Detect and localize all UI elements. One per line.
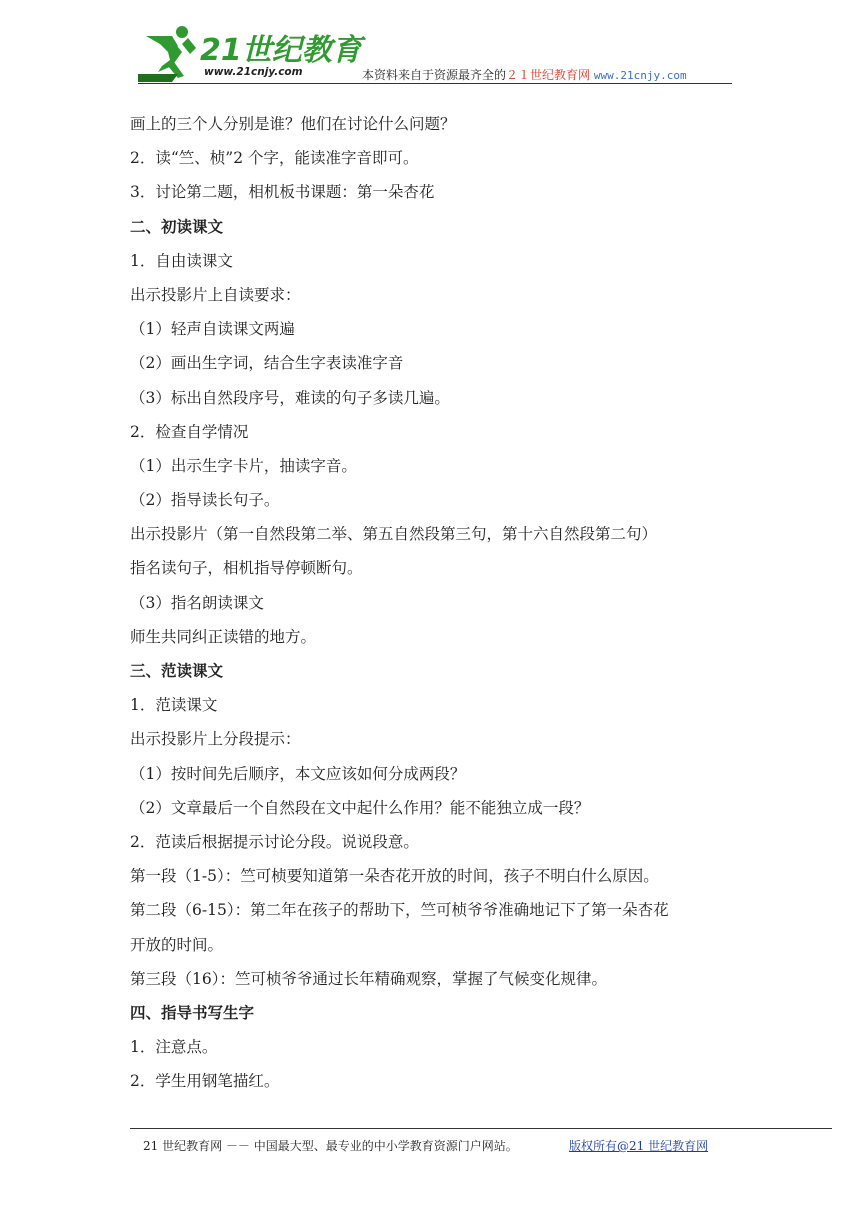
body-line: （1）轻声自读课文两遍 xyxy=(130,320,295,339)
body-line: （3）标出自然段序号，难读的句子多读几遍。 xyxy=(130,388,450,407)
body-line: （1）出示生字卡片，抽读字音。 xyxy=(130,456,357,475)
body-line: （2）画出生字词，结合生字表读准字音 xyxy=(130,354,404,373)
body-line: 1．范读课文 xyxy=(130,696,218,715)
site-logo xyxy=(138,22,362,84)
header-source-note xyxy=(362,66,687,83)
body-line: 开放的时间。 xyxy=(130,935,224,954)
body-line: 3．讨论第二题，相机板书课题：第一朵杏花 xyxy=(130,183,435,202)
body-line: 第一段（1-5）：竺可桢要知道第一朵杏花开放的时间，孩子不明白什么原因。 xyxy=(130,867,659,886)
logo-text: 21世纪教育 xyxy=(200,33,362,68)
body-line: 2．范读后根据提示讨论分段。说说段意。 xyxy=(130,832,419,851)
body-line: （2）文章最后一个自然段在文中起什么作用？能不能独立成一段？ xyxy=(130,798,590,817)
body-line: （2）指导读长句子。 xyxy=(130,491,280,510)
body-line: 2．学生用钢笔描红。 xyxy=(130,1072,280,1091)
runner-logo-icon xyxy=(138,22,362,84)
body-line: 出示投影片上自读要求： xyxy=(130,285,301,304)
body-line: 出示投影片上分段提示： xyxy=(130,730,301,749)
body-line: （3）指名朗读课文 xyxy=(130,593,264,612)
header-divider xyxy=(138,83,732,84)
body-line: 画上的三个人分别是谁？他们在讨论什么问题？ xyxy=(130,115,456,133)
body-line: 1．注意点。 xyxy=(130,1038,218,1057)
body-line: 第三段（16）：竺可桢爷爷通过长年精确观察，掌握了气候变化规律。 xyxy=(130,969,607,988)
section-heading: 四、指导书写生字 xyxy=(130,1002,255,1022)
body-line: 出示投影片（第一自然段第二举、第五自然段第三句，第十六自然段第二句） xyxy=(130,525,658,544)
body-line: 2．读“竺、桢”2 个字，能读准字音即可。 xyxy=(130,149,419,168)
body-line: 第二段（6-15）：第二年在孩子的帮助下，竺可桢爷爷准确地记下了第一朵杏花 xyxy=(130,901,669,920)
header-note-site: ２１世纪教育网 xyxy=(506,68,591,82)
body-line: 2．检查自学情况 xyxy=(130,422,249,441)
body-line: （1）按时间先后顺序，本文应该如何分成两段？ xyxy=(130,764,466,783)
footer-copyright-link[interactable]: 版权所有@21 世纪教育网 xyxy=(569,1139,709,1153)
body-line: 师生共同纠正读错的地方。 xyxy=(130,627,317,646)
header-note-prefix: 本资料来自于资源最齐全的 xyxy=(362,68,507,82)
document-body xyxy=(130,107,740,1098)
header-note-url[interactable]: www.21cnjy.com xyxy=(593,69,687,82)
section-heading: 二、初读课文 xyxy=(130,216,224,236)
footer-site-description: 21 世纪教育网 －－ 中国最大型、最专业的中小学教育资源门户网站。 xyxy=(143,1139,518,1153)
body-line: 1．自由读课文 xyxy=(130,251,233,270)
footer-divider xyxy=(130,1128,832,1129)
logo-url: www.21cnjy.com xyxy=(204,66,303,78)
section-heading: 三、范读课文 xyxy=(130,661,224,680)
body-line: 指名读句子，相机指导停顿断句。 xyxy=(130,559,363,578)
